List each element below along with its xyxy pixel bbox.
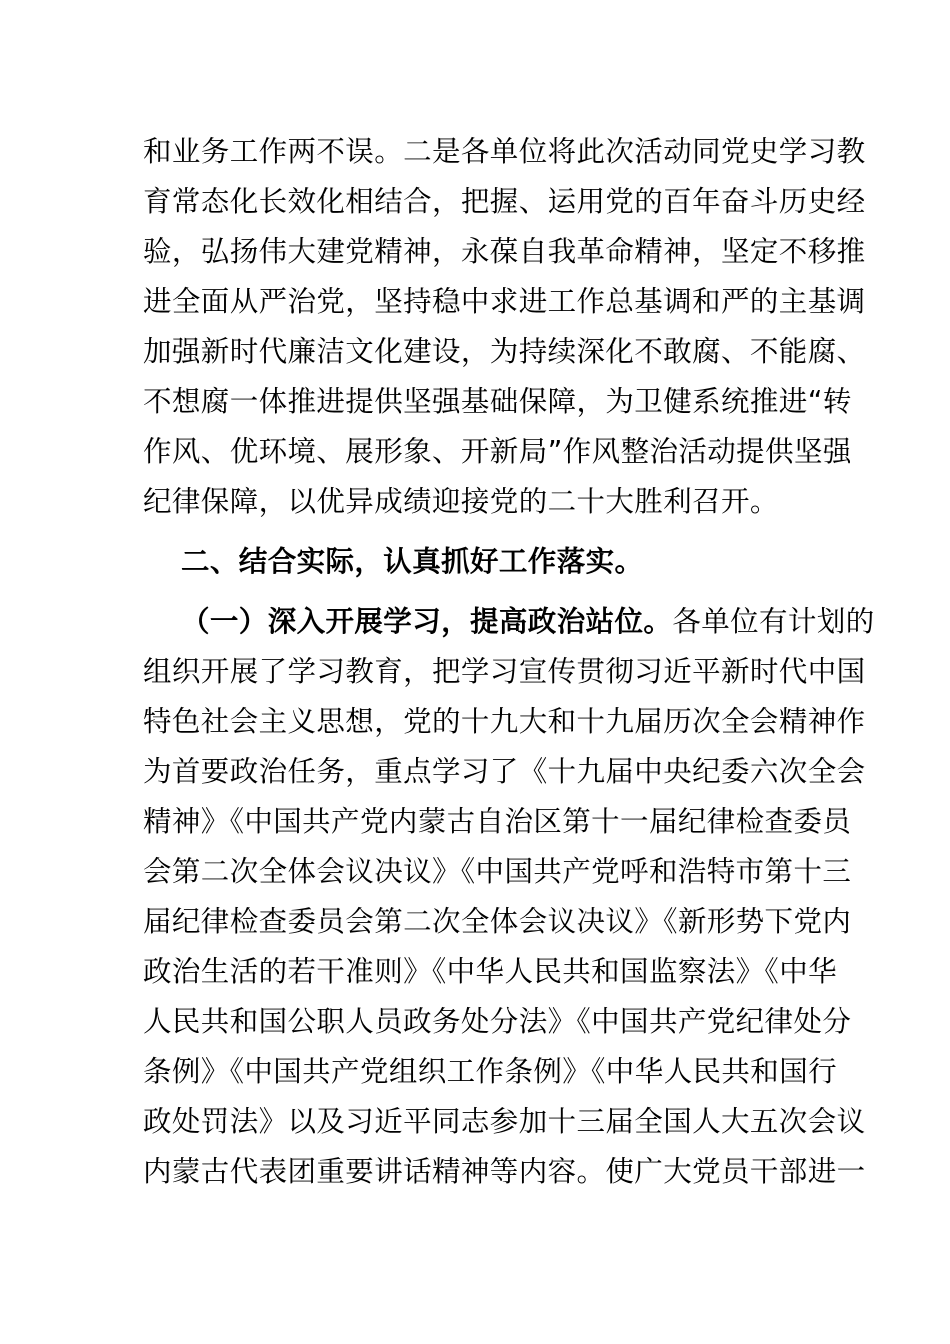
body-text-line: 验，弘扬伟大建党精神，永葆自我革命精神，坚定不移推 — [143, 235, 866, 268]
body-text-line: 不想腐一体推进提供坚强基础保障，为卫健系统推进“转 — [143, 385, 852, 418]
body-text-line: 为首要政治任务，重点学习了《十九届中央纪委六次全会 — [143, 755, 866, 788]
body-text-line: 加强新时代廉洁文化建设，为持续深化不敢腐、不能腐、 — [143, 335, 866, 368]
body-text-line: 育常态化长效化相结合，把握、运用党的百年奋斗历史经 — [143, 185, 866, 218]
body-text-line: 会第二次全体会议决议》《中国共产党呼和浩特市第十三 — [143, 855, 852, 888]
body-text-line: 条例》《中国共产党组织工作条例》《中华人民共和国行 — [143, 1055, 838, 1088]
body-text-line: 届纪律检查委员会第二次全体会议决议》《新形势下党内 — [143, 905, 852, 938]
subsection-first-line — [181, 606, 875, 638]
body-text-line: 政治生活的若干准则》《中华人民共和国监察法》《中华 — [143, 955, 838, 988]
body-text-line: 特色社会主义思想，党的十九大和十九届历次全会精神作 — [143, 705, 866, 738]
subsection-bold-lead: （一）深入开展学习，提高政治站位。 — [181, 605, 673, 638]
body-text-line: 内蒙古代表团重要讲话精神等内容。使广大党员干部进一 — [143, 1155, 866, 1188]
body-text-line: 进全面从严治党，坚持稳中求进工作总基调和严的主基调 — [143, 285, 866, 318]
body-text-line: 组织开展了学习教育，把学习宣传贯彻习近平新时代中国 — [143, 655, 866, 688]
body-text-line: 政处罚法》以及习近平同志参加十三届全国人大五次会议 — [143, 1105, 866, 1138]
body-text-line: 纪律保障，以优异成绩迎接党的二十大胜利召开。 — [143, 485, 779, 518]
subsection-lead-rest: 各单位有计划的 — [672, 605, 875, 638]
body-text-line: 人民共和国公职人员政务处分法》《中国共产党纪律处分 — [143, 1005, 852, 1038]
section-heading: 二、结合实际，认真抓好工作落实。 — [181, 545, 644, 578]
body-text-line: 和业务工作两不误。二是各单位将此次活动同党史学习教 — [143, 135, 866, 168]
body-text-line: 精神》《中国共产党内蒙古自治区第十一届纪律检查委员 — [143, 805, 852, 838]
body-text-line: 作风、优环境、展形象、开新局”作风整治活动提供坚强 — [143, 435, 852, 468]
